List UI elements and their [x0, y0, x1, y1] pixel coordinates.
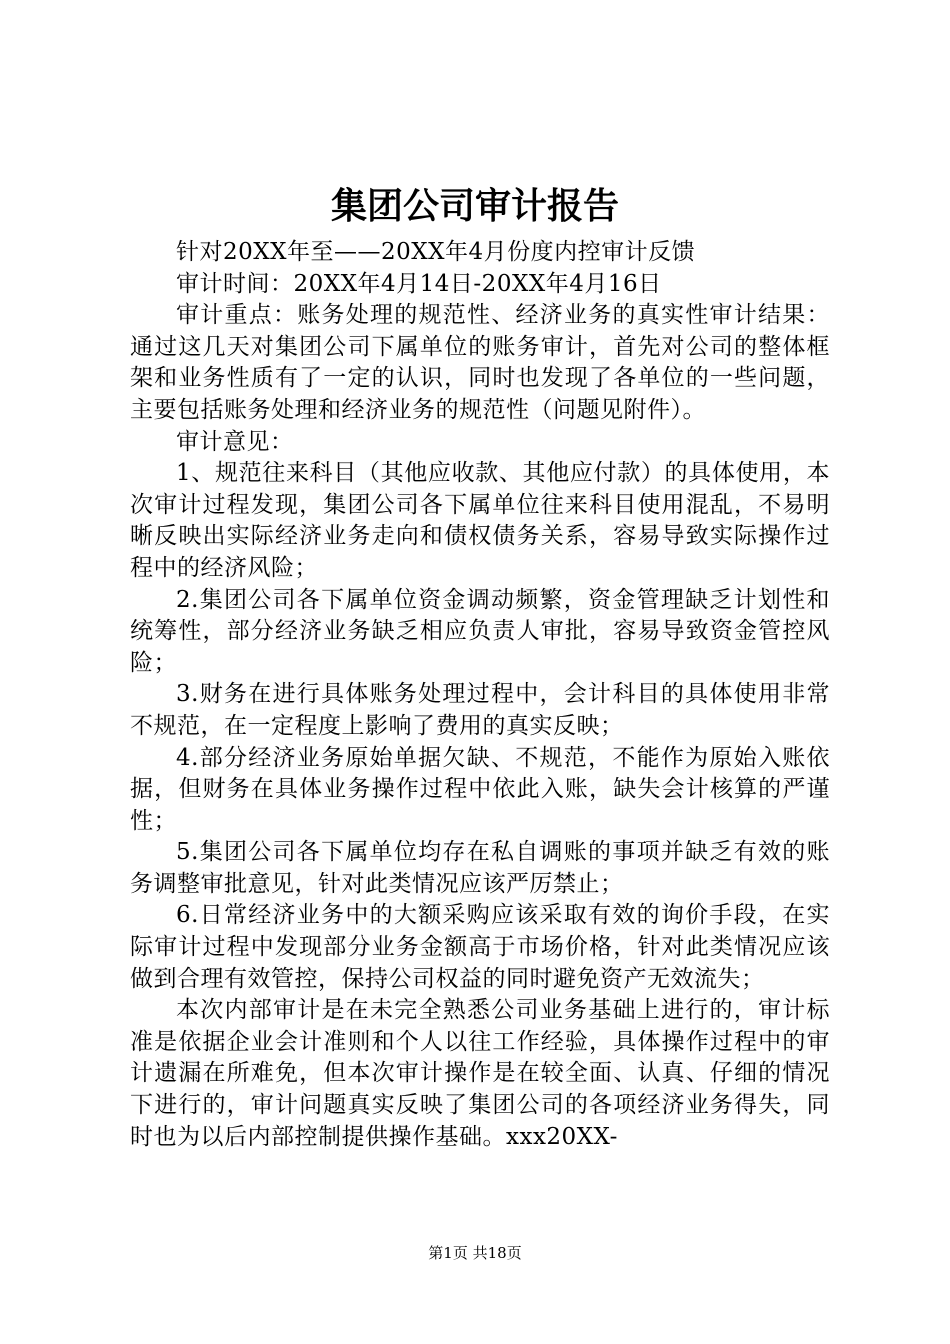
paragraph-opinion-3: 3.财务在进行具体账务处理过程中，会计科目的具体使用非常不规范，在一定程度上影响了费用的真实反映； — [130, 681, 830, 739]
paragraph-opinion-5: 5.集团公司各下属单位均存在私自调账的事项并缺乏有效的账务调整审批意见，针对此类情况应该严厉禁止； — [130, 839, 830, 897]
paragraph-audit-focus: 审计重点：账务处理的规范性、经济业务的真实性审计结果：通过这几天对集团公司下属单位的账务审计，首先对公司的整体框架和业务性质有了一定的认识，同时也发现了各单位的一些问题，主要包括账务处理和经济业务的规范性（问题见附件）。 — [130, 302, 830, 423]
paragraph-scope: 针对20XX年至——20XX年4月份度内控审计反馈 — [176, 239, 696, 265]
document-body — [130, 237, 830, 1153]
paragraph-conclusion: 本次内部审计是在未完全熟悉公司业务基础上进行的，审计标准是依据企业会计准则和个人以往工作经验，具体操作过程中的审计遗漏在所难免，但本次审计操作是在较全面、认真、仔细的情况下进行的，审计问题真实反映了集团公司的各项经济业务得失，同时也为以后内部控制提供操作基础。xxx20XX- — [130, 997, 830, 1150]
document-title: 集团公司审计报告 — [330, 186, 619, 227]
paragraph-audit-time: 审计时间：20XX年4月14日-20XX年4月16日 — [176, 270, 662, 297]
paragraph-opinion-6: 6.日常经济业务中的大额采购应该采取有效的询价手段，在实际审计过程中发现部分业务金额高于市场价格，针对此类情况应该做到合理有效管控，保持公司权益的同时避免资产无效流失； — [130, 902, 830, 992]
page-number-footer: 第1页 共18页 — [428, 1244, 522, 1262]
paragraph-opinion-1: 1、规范往来科目（其他应收款、其他应付款）的具体使用，本次审计过程发现，集团公司各下属单位往来科目使用混乱，不易明晰反映出实际经济业务走向和债权债务关系，容易导致实际操作过程中的经济风险； — [130, 460, 830, 581]
paragraph-opinion-4: 4.部分经济业务原始单据欠缺、不规范，不能作为原始入账依据，但财务在具体业务操作过程中依此入账，缺失会计核算的严谨性； — [130, 744, 830, 834]
paragraph-opinion-heading: 审计意见： — [176, 428, 294, 455]
paragraph-opinion-2: 2.集团公司各下属单位资金调动频繁，资金管理缺乏计划性和统筹性，部分经济业务缺乏相应负责人审批，容易导致资金管控风险； — [130, 586, 830, 676]
